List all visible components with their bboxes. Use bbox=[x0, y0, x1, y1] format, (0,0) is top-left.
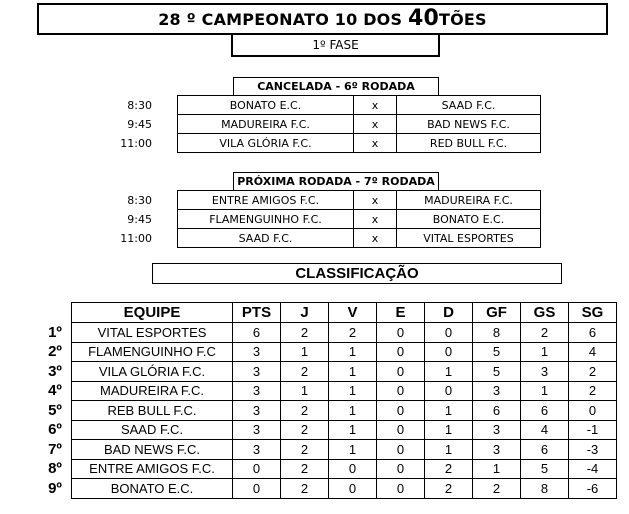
match-time: 9:45 bbox=[127, 117, 152, 131]
stat-gs: 6 bbox=[521, 440, 569, 460]
team-name: MADUREIRA F.C. bbox=[72, 381, 233, 401]
position-label: 4º bbox=[48, 382, 62, 400]
stat-gf: 1 bbox=[473, 459, 521, 479]
table-row bbox=[39, 342, 617, 362]
match-row bbox=[72, 229, 541, 248]
stat-pts: 3 bbox=[233, 440, 281, 460]
stat-j: 2 bbox=[281, 401, 329, 421]
stat-pts: 3 bbox=[233, 420, 281, 440]
stat-gs: 8 bbox=[521, 479, 569, 499]
stat-sg: -3 bbox=[569, 440, 617, 460]
stat-gs: 5 bbox=[521, 459, 569, 479]
stat-e: 0 bbox=[377, 479, 425, 499]
stat-d: 2 bbox=[425, 479, 473, 499]
stat-d: 1 bbox=[425, 401, 473, 421]
title-number: 40 bbox=[407, 6, 439, 31]
match-row bbox=[72, 96, 541, 115]
stat-d: 1 bbox=[425, 420, 473, 440]
pos-header-blank bbox=[39, 303, 72, 323]
stat-j: 2 bbox=[281, 479, 329, 499]
stat-sg: -6 bbox=[569, 479, 617, 499]
away-team: SAAD F.C. bbox=[397, 96, 541, 115]
stat-gs: 1 bbox=[521, 342, 569, 362]
column-header-e: E bbox=[377, 303, 425, 323]
cancelled-round-heading: CANCELADA - 6º RODADA bbox=[233, 77, 439, 96]
stat-j: 2 bbox=[281, 440, 329, 460]
stat-d: 0 bbox=[425, 342, 473, 362]
stat-sg: 2 bbox=[569, 362, 617, 382]
next-matches-table bbox=[72, 190, 541, 248]
away-team: RED BULL F.C. bbox=[397, 134, 541, 153]
stat-pts: 0 bbox=[233, 459, 281, 479]
position-label: 2º bbox=[48, 343, 62, 361]
away-team: MADUREIRA F.C. bbox=[397, 191, 541, 210]
stat-gs: 4 bbox=[521, 420, 569, 440]
stat-d: 2 bbox=[425, 459, 473, 479]
versus-label: x bbox=[354, 191, 397, 210]
stat-e: 0 bbox=[377, 459, 425, 479]
stat-d: 1 bbox=[425, 440, 473, 460]
stat-gf: 6 bbox=[473, 401, 521, 421]
stat-pts: 6 bbox=[233, 323, 281, 343]
column-header-gs: GS bbox=[521, 303, 569, 323]
column-header-pts: PTS bbox=[233, 303, 281, 323]
match-time: 11:00 bbox=[120, 231, 152, 245]
stat-sg: 4 bbox=[569, 342, 617, 362]
away-team: BONATO E.C. bbox=[397, 210, 541, 229]
title-suffix: TÕES bbox=[439, 10, 487, 29]
stat-pts: 3 bbox=[233, 401, 281, 421]
versus-label: x bbox=[354, 229, 397, 248]
stat-j: 1 bbox=[281, 381, 329, 401]
versus-label: x bbox=[354, 115, 397, 134]
table-row bbox=[39, 459, 617, 479]
stat-v: 1 bbox=[329, 362, 377, 382]
team-name: ENTRE AMIGOS F.C. bbox=[72, 459, 233, 479]
phase-label: 1º FASE bbox=[231, 35, 440, 57]
position-label: 3º bbox=[48, 362, 62, 380]
stat-v: 1 bbox=[329, 381, 377, 401]
home-team: SAAD F.C. bbox=[178, 229, 354, 248]
stat-v: 1 bbox=[329, 420, 377, 440]
stat-e: 0 bbox=[377, 362, 425, 382]
position-label: 9º bbox=[48, 479, 62, 497]
stat-e: 0 bbox=[377, 440, 425, 460]
stat-pts: 3 bbox=[233, 362, 281, 382]
home-team: ENTRE AMIGOS F.C. bbox=[178, 191, 354, 210]
position-label: 5º bbox=[48, 401, 62, 419]
standings-heading: CLASSIFICAÇÃO bbox=[152, 263, 562, 284]
match-time: 8:30 bbox=[127, 193, 152, 207]
position-label: 6º bbox=[48, 421, 62, 439]
home-team: MADUREIRA F.C. bbox=[178, 115, 354, 134]
stat-pts: 3 bbox=[233, 342, 281, 362]
match-row bbox=[72, 115, 541, 134]
team-name: VITAL ESPORTES bbox=[72, 323, 233, 343]
stat-sg: 6 bbox=[569, 323, 617, 343]
match-row bbox=[72, 134, 541, 153]
stat-j: 2 bbox=[281, 420, 329, 440]
column-header-equipe: EQUIPE bbox=[72, 303, 233, 323]
away-team: VITAL ESPORTES bbox=[397, 229, 541, 248]
column-header-j: J bbox=[281, 303, 329, 323]
column-header-sg: SG bbox=[569, 303, 617, 323]
stat-gf: 3 bbox=[473, 381, 521, 401]
title-prefix: 28 º CAMPEONATO 10 DOS bbox=[158, 10, 408, 29]
stat-d: 1 bbox=[425, 362, 473, 382]
column-header-gf: GF bbox=[473, 303, 521, 323]
stat-v: 0 bbox=[329, 479, 377, 499]
stat-sg: 0 bbox=[569, 401, 617, 421]
stat-d: 0 bbox=[425, 381, 473, 401]
stat-sg: 2 bbox=[569, 381, 617, 401]
table-row bbox=[39, 323, 617, 343]
position-label: 1º bbox=[48, 323, 62, 341]
position-label: 8º bbox=[48, 460, 62, 478]
stat-pts: 3 bbox=[233, 381, 281, 401]
table-row bbox=[39, 420, 617, 440]
position-label: 7º bbox=[48, 440, 62, 458]
stat-v: 1 bbox=[329, 342, 377, 362]
home-team: BONATO E.C. bbox=[178, 96, 354, 115]
away-team: BAD NEWS F.C. bbox=[397, 115, 541, 134]
team-name: BONATO E.C. bbox=[72, 479, 233, 499]
stat-v: 1 bbox=[329, 401, 377, 421]
match-row bbox=[72, 191, 541, 210]
stat-j: 2 bbox=[281, 362, 329, 382]
page-title bbox=[37, 3, 608, 35]
table-row bbox=[39, 362, 617, 382]
stat-j: 2 bbox=[281, 459, 329, 479]
stat-sg: -1 bbox=[569, 420, 617, 440]
stat-j: 2 bbox=[281, 323, 329, 343]
match-time: 11:00 bbox=[120, 136, 152, 150]
home-team: VILA GLÓRIA F.C. bbox=[178, 134, 354, 153]
stat-sg: -4 bbox=[569, 459, 617, 479]
table-row bbox=[39, 401, 617, 421]
stat-gf: 3 bbox=[473, 440, 521, 460]
team-name: REB BULL F.C. bbox=[72, 401, 233, 421]
stat-gs: 1 bbox=[521, 381, 569, 401]
match-time: 9:45 bbox=[127, 212, 152, 226]
stat-gf: 8 bbox=[473, 323, 521, 343]
stat-j: 1 bbox=[281, 342, 329, 362]
table-row bbox=[39, 479, 617, 499]
stat-v: 1 bbox=[329, 440, 377, 460]
home-team: FLAMENGUINHO F.C. bbox=[178, 210, 354, 229]
table-row bbox=[39, 440, 617, 460]
team-name: FLAMENGUINHO F.C bbox=[72, 342, 233, 362]
stat-d: 0 bbox=[425, 323, 473, 343]
versus-label: x bbox=[354, 134, 397, 153]
stat-e: 0 bbox=[377, 342, 425, 362]
stat-pts: 0 bbox=[233, 479, 281, 499]
stat-gf: 5 bbox=[473, 342, 521, 362]
stat-e: 0 bbox=[377, 323, 425, 343]
stat-gs: 6 bbox=[521, 401, 569, 421]
versus-label: x bbox=[354, 210, 397, 229]
stat-e: 0 bbox=[377, 420, 425, 440]
match-time: 8:30 bbox=[127, 98, 152, 112]
next-round-heading: PRÓXIMA RODADA - 7º RODADA bbox=[233, 172, 439, 191]
match-row bbox=[72, 210, 541, 229]
stat-gs: 3 bbox=[521, 362, 569, 382]
column-header-d: D bbox=[425, 303, 473, 323]
stat-e: 0 bbox=[377, 401, 425, 421]
team-name: BAD NEWS F.C. bbox=[72, 440, 233, 460]
stat-gf: 5 bbox=[473, 362, 521, 382]
versus-label: x bbox=[354, 96, 397, 115]
table-row bbox=[39, 381, 617, 401]
column-header-v: V bbox=[329, 303, 377, 323]
stat-e: 0 bbox=[377, 381, 425, 401]
stat-gs: 2 bbox=[521, 323, 569, 343]
stat-v: 2 bbox=[329, 323, 377, 343]
stat-gf: 3 bbox=[473, 420, 521, 440]
cancelled-matches-table bbox=[72, 95, 541, 153]
stat-gf: 2 bbox=[473, 479, 521, 499]
stat-v: 0 bbox=[329, 459, 377, 479]
team-name: VILA GLÓRIA F.C. bbox=[72, 362, 233, 382]
standings-table bbox=[39, 302, 617, 499]
team-name: SAAD F.C. bbox=[72, 420, 233, 440]
